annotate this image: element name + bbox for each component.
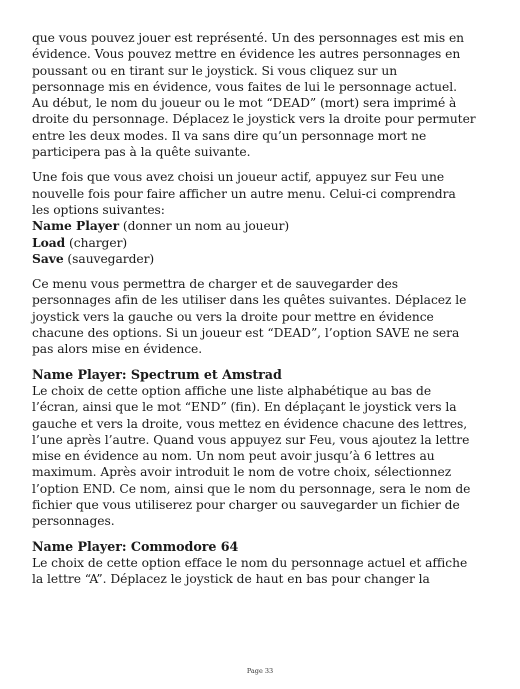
- option-term: Name Player: [32, 218, 119, 234]
- text-line: évidence. Vous pouvez mettre en évidence les autres personnages en: [32, 47, 461, 62]
- text-line: nouvelle fois pour faire afficher un autre menu. Celui-ci comprendra: [32, 186, 456, 201]
- option-term: Load: [32, 234, 66, 250]
- text-line: entre les deux modes. Il va sans dire qu’un personnage mort ne: [32, 128, 427, 143]
- document-page: [32, 30, 502, 597]
- text-line: la lettre “A”. Déplacez le joystick de haut en bas pour changer la: [32, 572, 430, 587]
- text-line: poussant ou en tirant sur le joystick. Si vous cliquez sur un: [32, 63, 398, 78]
- paragraph-menu-usage: [32, 276, 502, 357]
- option-save: [32, 251, 502, 267]
- option-desc: (sauvegarder): [63, 251, 155, 266]
- text-line: personnage mis en évidence, vous faites de lui le personnage actuel.: [32, 79, 457, 94]
- text-line: mise en évidence au nom. Un nom peut avoir jusqu’à 6 lettres au: [32, 449, 435, 464]
- page-number: Page 33: [246, 667, 274, 675]
- paragraph-menu-options: [32, 169, 502, 267]
- paragraph-character-selection: [32, 30, 502, 160]
- text-line: l’une après l’autre. Quand vous appuyez sur Feu, vous ajoutez la lettre: [32, 432, 470, 447]
- option-term: Save: [32, 250, 64, 266]
- text-line: Le choix de cette option efface le nom du personnage actuel et affiche: [32, 555, 468, 570]
- text-line: Le choix de cette option affiche une liste alphabétique au bas de: [32, 383, 432, 398]
- text-line: gauche et vers la droite, vous mettez en évidence chacune des lettres,: [32, 416, 468, 431]
- text-line: Au début, le nom du joueur ou le mot “DEAD” (mort) sera imprimé à: [32, 96, 457, 111]
- text-line: personnages afin de les utiliser dans les quêtes suivantes. Déplacez le: [32, 293, 467, 308]
- text-line: chacune des options. Si un joueur est “DEAD”, l’option SAVE ne sera: [32, 326, 460, 341]
- section-commodore-64: [32, 539, 502, 588]
- text-line: maximum. Après avoir introduit le nom de votre choix, sélectionnez: [32, 465, 452, 480]
- text-line: les options suivantes:: [32, 202, 165, 217]
- section-heading: Name Player: Commodore 64: [32, 538, 239, 554]
- text-line: Ce menu vous permettra de charger et de sauvegarder des: [32, 277, 398, 292]
- section-heading: Name Player: Spectrum et Amstrad: [32, 366, 282, 382]
- text-line: droite du personnage. Déplacez le joystick vers la droite pour permuter: [32, 112, 476, 127]
- text-line: Une fois que vous avez choisi un joueur actif, appuyez sur Feu une: [32, 170, 445, 185]
- option-desc: (donner un nom au joueur): [119, 219, 290, 234]
- text-line: fichier que vous utiliserez pour charger ou sauvegarder un fichier de: [32, 498, 460, 513]
- text-line: participera pas à la quête suivante.: [32, 145, 251, 160]
- text-line: joystick vers la gauche ou vers la droite pour mettre en évidence: [32, 309, 434, 324]
- option-name-player: [32, 218, 502, 234]
- text-line: pas alors mise en évidence.: [32, 342, 203, 357]
- section-spectrum-amstrad: [32, 367, 502, 530]
- text-line: personnages.: [32, 514, 115, 529]
- option-desc: (charger): [65, 235, 128, 250]
- text-line: que vous pouvez jouer est représenté. Un des personnages est mis en: [32, 31, 465, 45]
- text-line: l’écran, ainsi que le mot “END” (fin). En déplaçant le joystick vers la: [32, 400, 457, 415]
- text-line: l’option END. Ce nom, ainsi que le nom du personnage, sera le nom de: [32, 481, 471, 496]
- option-load: [32, 235, 502, 251]
